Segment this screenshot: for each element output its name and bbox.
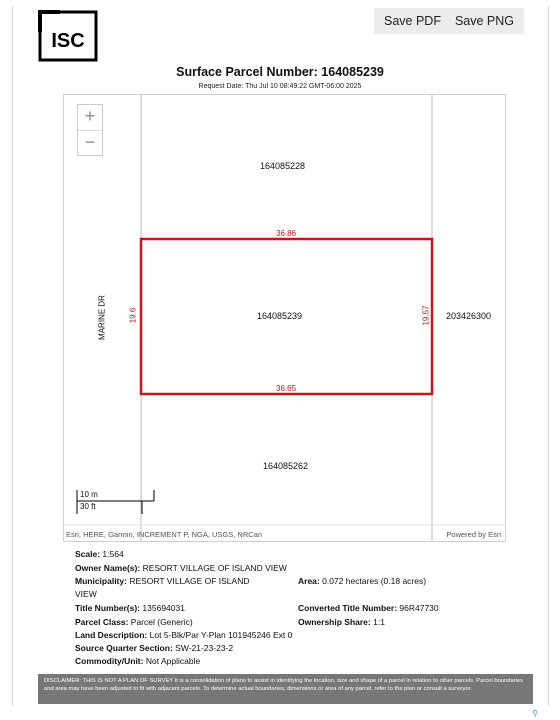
parcel-label-east: 203426300 bbox=[446, 311, 492, 321]
detail-commodity: Commodity/Unit: Not Applicable bbox=[75, 656, 201, 666]
measurement-right: 19.57 bbox=[421, 305, 431, 326]
scale-metric: 10 m bbox=[80, 490, 98, 499]
parcel-label-north: 164085228 bbox=[260, 161, 306, 171]
parcel-label-center: 164085239 bbox=[257, 311, 303, 321]
detail-municipality-cont: VIEW bbox=[75, 589, 97, 599]
powered-by-esri[interactable]: Powered by Esri bbox=[446, 530, 501, 539]
request-date: Request Date: Thu Jul 10 08:49:22 GMT-06:00 2025 bbox=[198, 83, 362, 90]
zoom-in-button[interactable]: + bbox=[78, 105, 102, 131]
zoom-out-button[interactable]: − bbox=[84, 132, 96, 152]
detail-scale: Scale: 1:564 bbox=[75, 549, 124, 559]
isc-logo bbox=[38, 10, 98, 62]
save-pdf-button[interactable]: Save PDF bbox=[384, 14, 441, 28]
disclaimer-banner: DISCLAIMER: THIS IS NOT A PLAN OF SURVEY It is a consolidation of plans to assist in identifying the location, size and shape of a parcel in relation to other parcels. Parcel boundaries and area may have been adjusted to fit with adjacent parcels. To determine actual boundaries, dimensions or area of any parcel, refer to the plan or consult a surveyor. bbox=[38, 674, 533, 704]
scale-bar bbox=[76, 490, 156, 514]
detail-municipality: Municipality: RESORT VILLAGE OF ISLAND bbox=[75, 576, 250, 586]
map-attribution: Esri, HERE, Garmin, INCREMENT P, NGA, USGS, NRCan bbox=[66, 530, 263, 539]
page-title: Surface Parcel Number: 164085239 bbox=[176, 65, 384, 79]
save-png-button[interactable]: Save PNG bbox=[454, 14, 514, 28]
detail-converted-title: Converted Title Number: 96R47730 bbox=[298, 603, 439, 613]
measurement-top: 36.86 bbox=[276, 229, 297, 238]
export-toolbar bbox=[374, 8, 524, 34]
scale-imperial: 30 ft bbox=[80, 502, 96, 511]
detail-area: Area: 0.072 hectares (0.18 acres) bbox=[298, 576, 427, 586]
detail-ownership-share: Ownership Share: 1:1 bbox=[298, 617, 385, 627]
location-marker-icon: ⚲ bbox=[532, 709, 538, 718]
detail-title-numbers: Title Number(s): 135694031 bbox=[75, 603, 185, 613]
detail-land-description: Land Description: Lot 5-Blk/Par Y-Plan 101945246 Ext 0 bbox=[75, 630, 293, 640]
measurement-bottom: 36.65 bbox=[276, 384, 297, 393]
measurement-left: 19.6 bbox=[128, 307, 138, 324]
detail-owner: Owner Name(s): RESORT VILLAGE OF ISLAND VIEW bbox=[75, 563, 287, 573]
logo-text: ISC bbox=[51, 30, 85, 52]
zoom-control bbox=[77, 104, 103, 156]
parcel-map[interactable] bbox=[63, 94, 506, 542]
detail-source-quarter: Source Quarter Section: SW-21-23-23-2 bbox=[75, 643, 234, 653]
detail-parcel-class: Parcel Class: Parcel (Generic) bbox=[75, 617, 193, 627]
parcel-label-south: 164085262 bbox=[263, 461, 309, 471]
road-label: MARINE DR bbox=[97, 295, 107, 340]
